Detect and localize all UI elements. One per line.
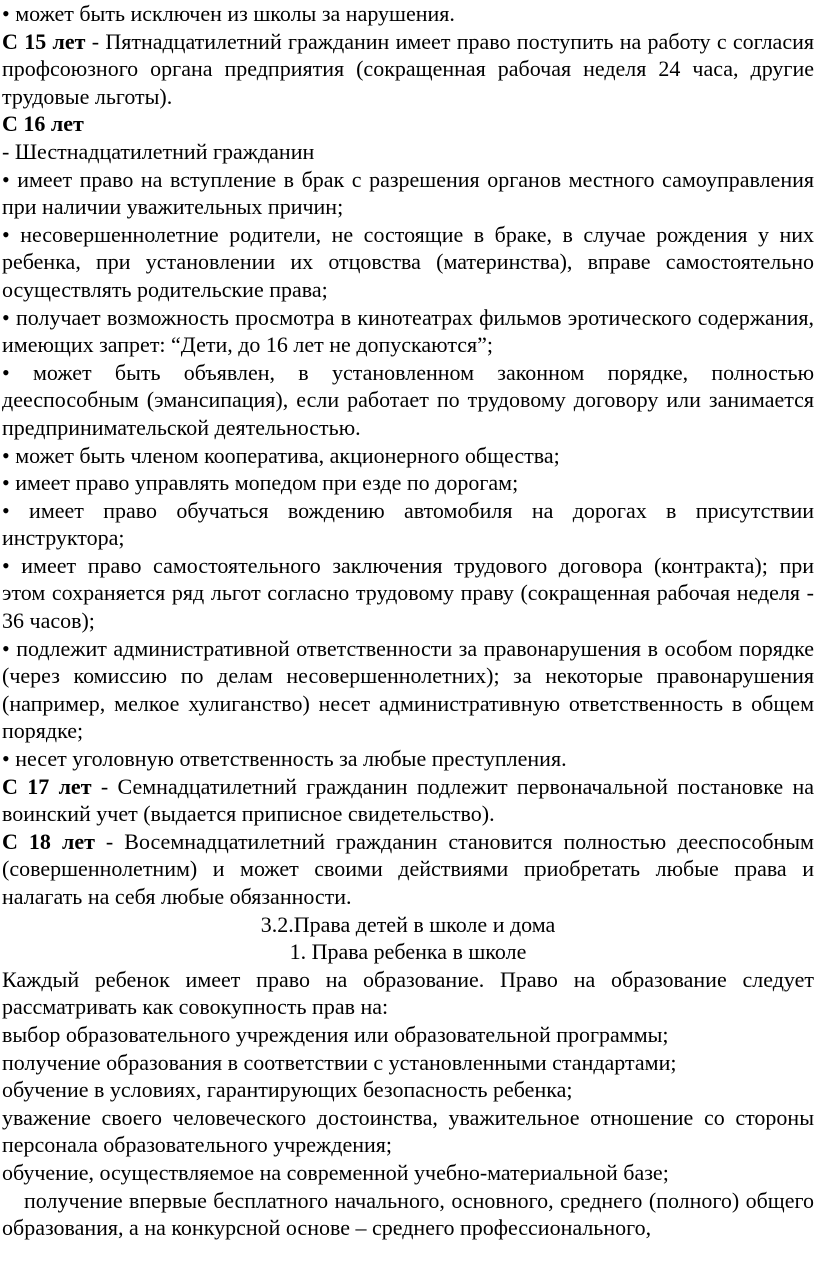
paragraph-expulsion: • может быть исключен из школы за нарушения. [2,1,455,26]
body-paragraph: уважение своего человеческого достоинства, уважительное отношение со стороны персонала образовательного учреждения; [2,1104,814,1158]
paragraph-age-17: С 17 лет - Семнадцатилетний гражданин подлежит первоначальной постановке на воинский учет (выдается приписное свидетельство). [2,773,814,827]
list-item: • имеет право самостоятельного заключения трудового договора (контракта); при этом сохраняется ряд льгот согласно трудовому праву (сокращенная рабочая неделя - 36 часов); [2,552,814,634]
age-label: С 18 лет [2,828,95,854]
list-item: • несет уголовную ответственность за любые преступления. [2,746,567,772]
list-item: • несовершеннолетние родители, не состоящие в браке, в случае рождения у них ребенка, при установлении их отцовства (материнства), вправе самостоятельно осуществлять родительские права; [2,221,814,302]
body-paragraph: обучение в условиях, гарантирующих безопасность ребенка; [2,1077,573,1103]
section-heading: 3.2.Права детей в школе и дома [260,911,556,937]
age-label: С 17 лет [2,773,92,799]
paragraph-age-16-intro: - Шестнадцатилетний гражданин [2,138,315,164]
body-paragraph: обучение, осуществляемое на современной учебно-материальной базе; [2,1159,669,1185]
body-paragraph: получение образования в соответствии с установленными стандартами; [2,1049,677,1075]
list-item: • имеет право на вступление в брак с разрешения органов местного самоуправления при наличии уважительных причин; [2,166,814,220]
paragraph-age-18: С 18 лет - Восемнадцатилетний гражданин становится полностью дееспособным (совершеннолетним) и может своими действиями приобретать любые права и налагать на себя любые обязанности. [2,828,814,909]
body-paragraph: получение впервые бесплатного начального, основного, среднего (полного) общего образования, а на конкурсной основе – среднего профессионального, [2,1187,814,1241]
age-label: С 16 лет [2,111,84,137]
body-paragraph: выбор образовательного учреждения или образовательной программы; [2,1021,669,1047]
age-label: С 15 лет [2,28,86,54]
list-item: • имеет право обучаться вождению автомобиля на дорогах в присутствии инструктора; [2,497,814,551]
paragraph-age-15: С 15 лет - Пятнадцатилетний гражданин имеет право поступить на работу с согласия профсоюзного органа предприятия (сокращенная рабочая неделя 24 часа, другие трудовые льготы). [2,28,814,109]
list-item: • может быть объявлен, в установленном законном порядке, полностью дееспособным (эмансипация), если работает по трудовому договору или занимается предпринимательской деятельностью. [2,359,814,440]
list-item: • подлежит административной ответственности за правонарушения в особом порядке (через комиссию по делам несовершеннолетних); за некоторые правонарушения (например, мелкое хулиганство) несет административную ответственность в общем порядке; [2,635,814,744]
paragraph-age-16-heading [2,110,814,138]
body-paragraph: Каждый ребенок имеет право на образование. Право на образование следует рассматривать как совокупность прав на: [2,966,814,1020]
list-item: • может быть членом кооператива, акционерного общества; [2,442,560,468]
subsection-heading: 1. Права ребенка в школе [289,939,527,965]
list-item: • получает возможность просмотра в кинотеатрах фильмов эротического содержания, имеющих запрет: “Дети, до 16 лет не допускаются”; [2,304,814,358]
list-item: • имеет право управлять мопедом при езде по дорогам; [2,470,519,496]
